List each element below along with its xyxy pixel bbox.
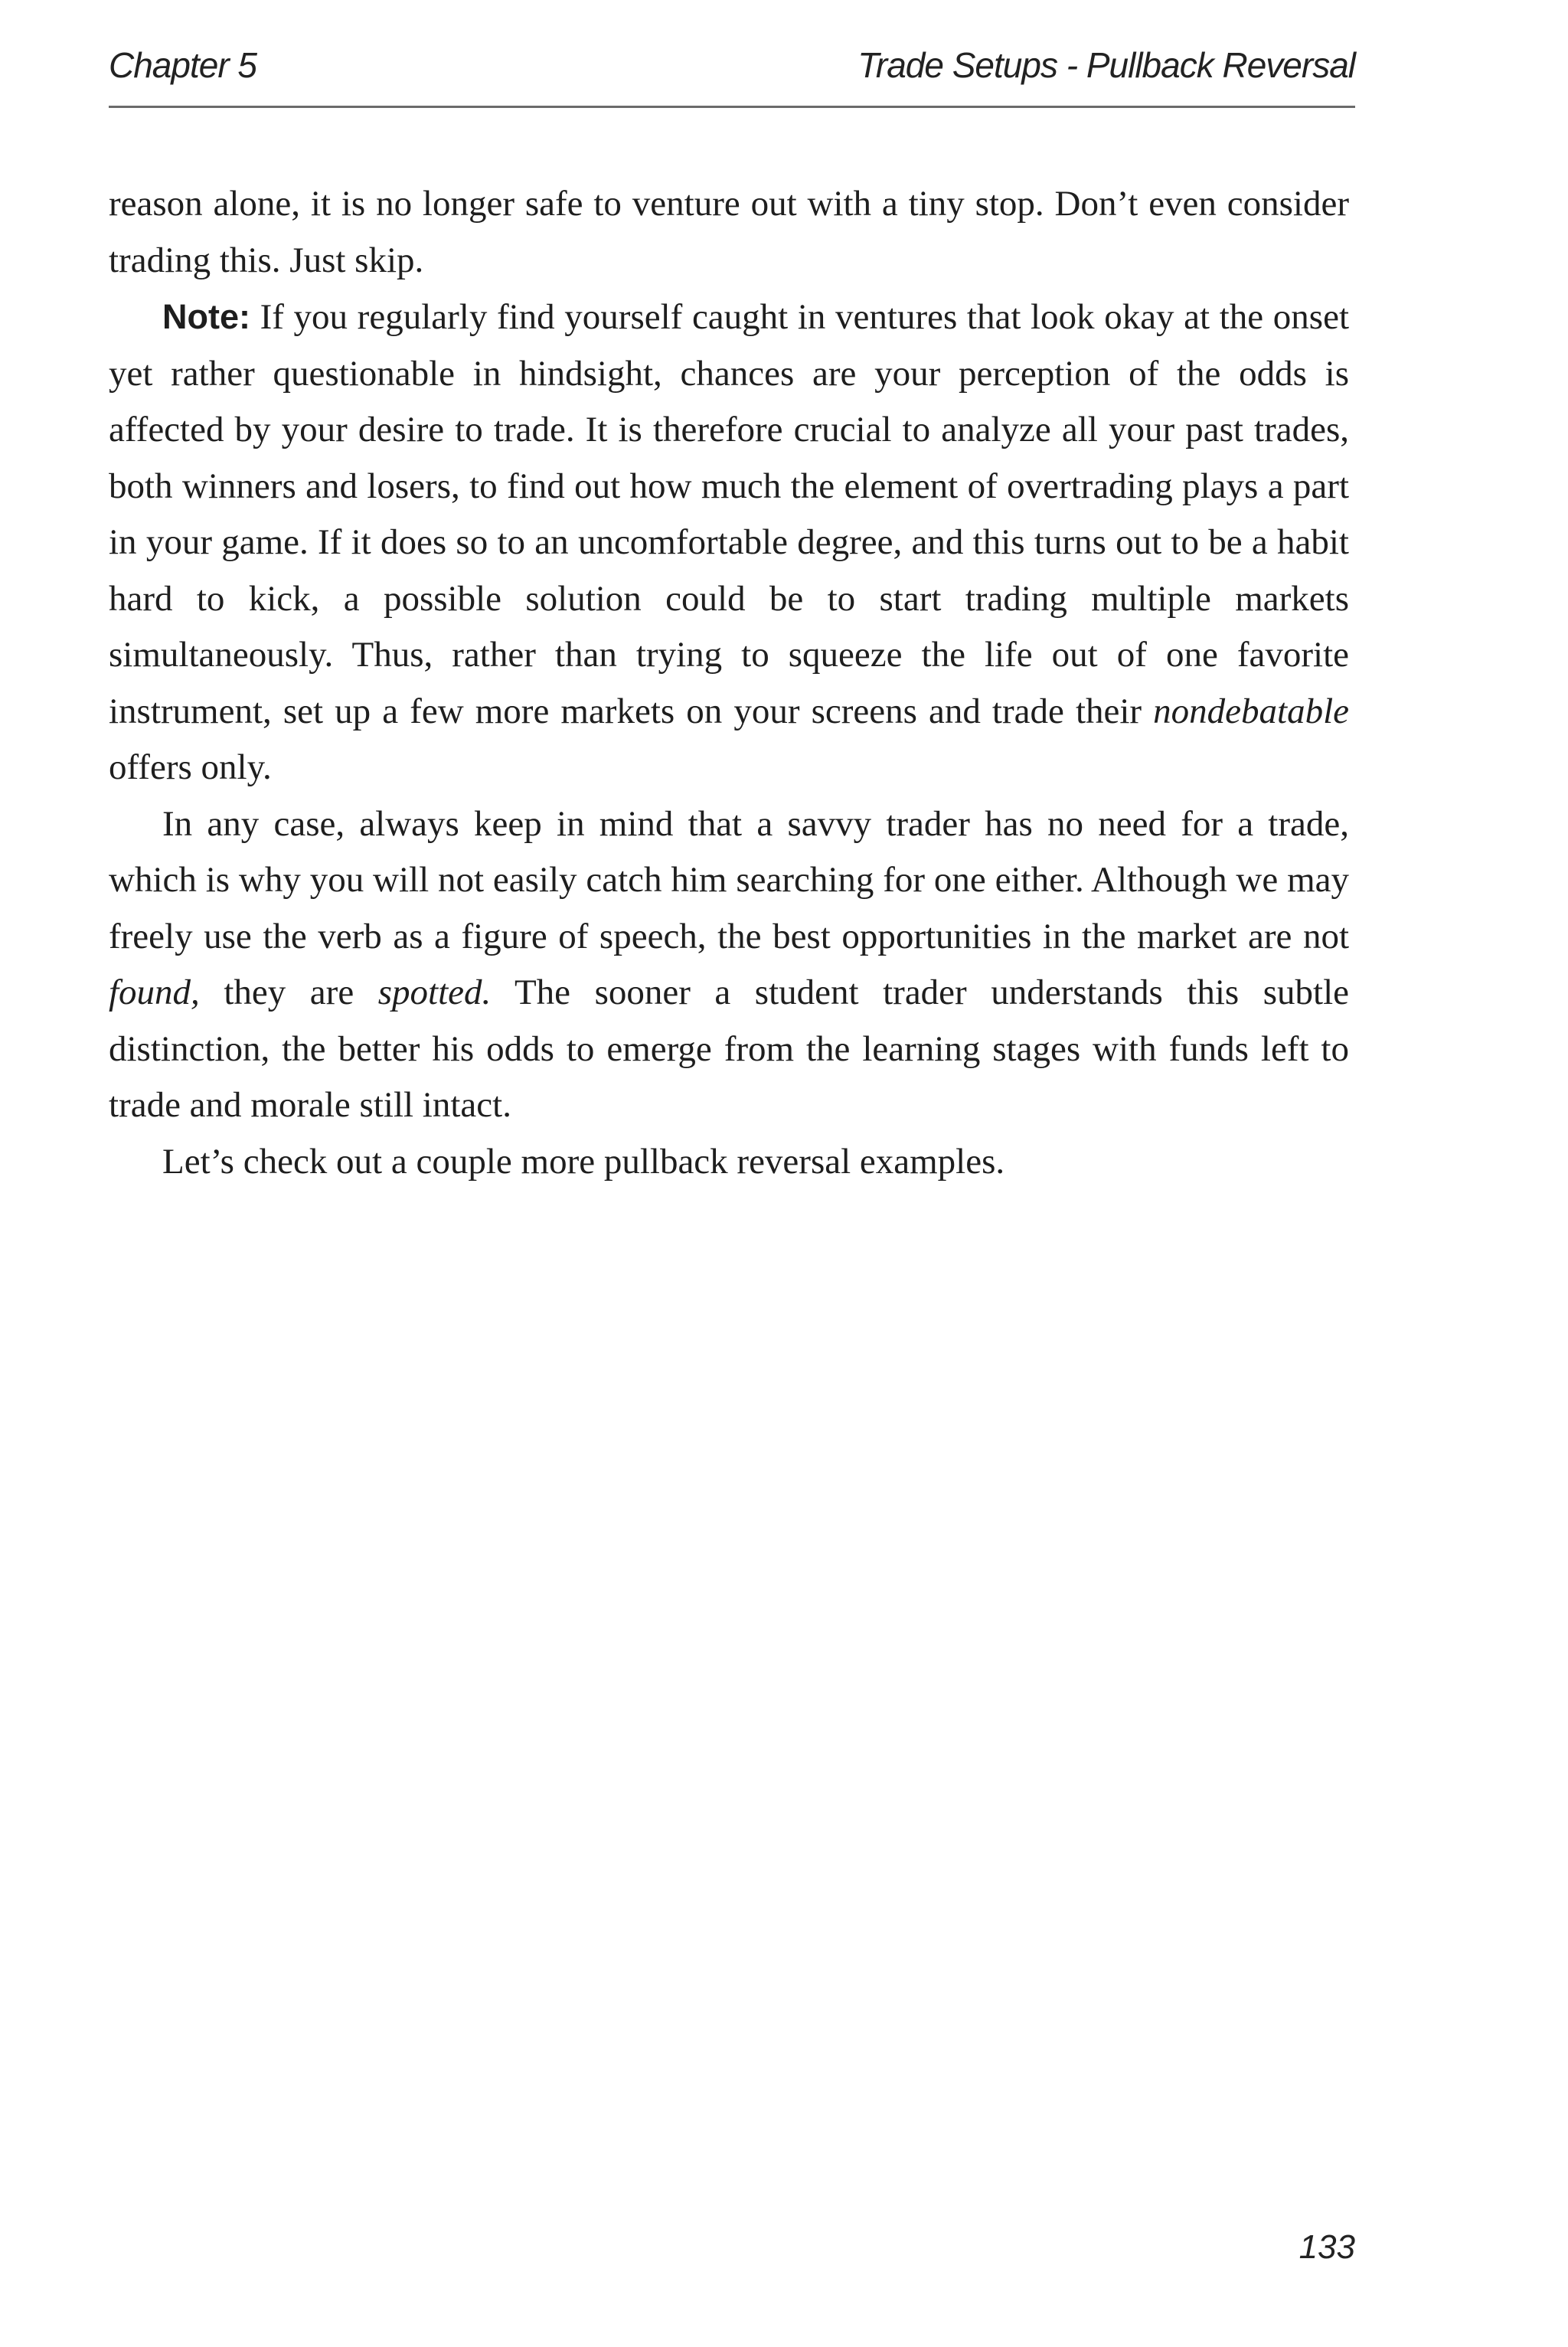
paragraph-savvy-trader <box>109 796 1349 1134</box>
paragraph-text: Let’s check out a couple more pullback reversal examples. <box>162 1141 1005 1182</box>
emphasis-spotted: spotted. <box>377 972 492 1012</box>
note-text: If you regularly find yourself caught in ventures that look okay at the onset yet rather questionable in hindsight, chances are your perception of the odds is affected by your desire to trade. It is therefore crucial to analyze all your past trades, both winners and losers, to find out how much the element of overtrading plays a part in your game. If it does so to an uncomfortable degree, and this turns out to be a habit hard to kick, a possible solution could be to start trading multiple markets simultaneously. Thus, rather than trying to squeeze the life out of one favorite instrument, set up a few more markets on your screens and trade their <box>109 297 1349 731</box>
paragraph-continuation <box>109 176 1349 289</box>
emphasis-found: found, <box>109 972 200 1012</box>
paragraph-text: The sooner a student trader understands this subtle distinction, the better his odds to emerge from the learning stages with funds left to trade and morale still intact. <box>109 972 1350 1125</box>
paragraph-note <box>109 289 1349 796</box>
paragraph-text: In any case, always keep in mind that a savvy trader has no need for a trade, which is why you will not easily catch him searching for one either. Although we may freely use the verb as a figure of speech, the best opportunities in the market are not <box>109 803 1349 956</box>
paragraph-text: they are <box>199 972 378 1012</box>
note-text-end: offers only. <box>109 747 272 787</box>
note-emphasis: nondebatable <box>1153 691 1349 731</box>
note-label: Note: <box>162 297 250 336</box>
body-text <box>109 176 1349 1190</box>
page-number: 133 <box>1298 2228 1355 2266</box>
running-head <box>109 44 1355 106</box>
header-divider <box>109 106 1355 108</box>
paragraph-examples <box>109 1134 1349 1191</box>
chapter-label: Chapter 5 <box>109 45 257 85</box>
paragraph-text: reason alone, it is no longer safe to venture out with a tiny stop. Don’t even consider trading this. Just skip. <box>109 184 1349 280</box>
section-title: Trade Setups - Pullback Reversal <box>858 45 1355 85</box>
